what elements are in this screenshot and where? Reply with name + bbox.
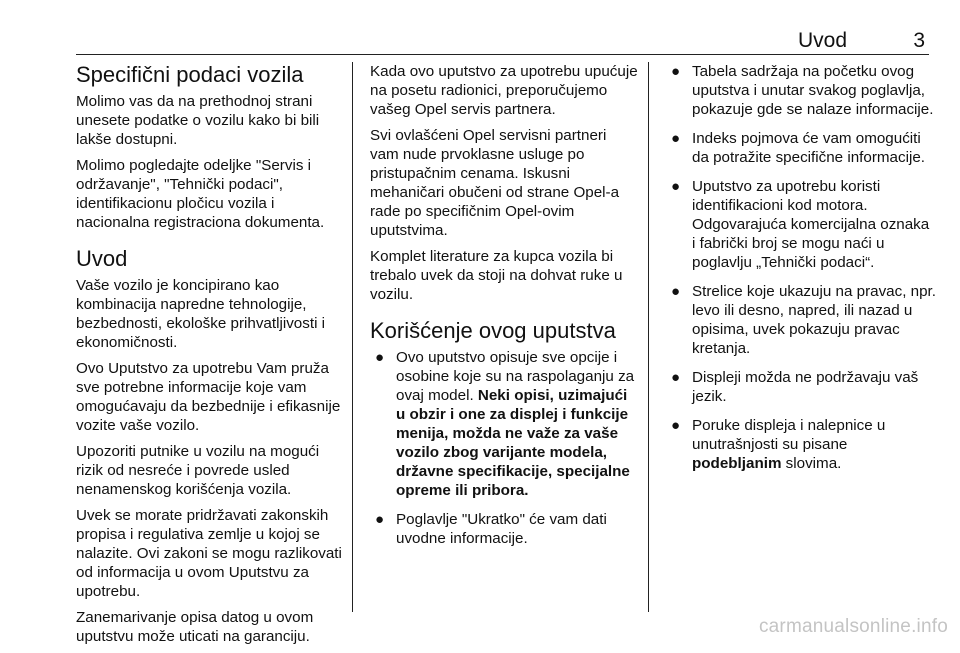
paragraph: Svi ovlašćeni Opel servisni partneri vam nude prvoklasne usluge po pristupačnim cenama. Iskusni mehaničari obučeni od strane Opel-a rade po specifičnim Opel-ovim uputstvima. <box>370 127 620 239</box>
paragraph: Kada ovo uputstvo za upotrebu upućuje na posetu radionici, preporučujemo vašeg Opel servis partnera. <box>370 63 638 118</box>
page-header <box>76 28 929 54</box>
header-rule <box>76 54 929 55</box>
heading-introduction: Uvod <box>76 246 128 271</box>
header-chapter-title: Uvod <box>797 29 847 52</box>
column-1 <box>76 62 344 653</box>
list-item <box>666 282 936 358</box>
list-item-text: Indeks pojmova će vam omogućiti da potražite specifične informacije. <box>692 130 925 166</box>
bullet-icon: ● <box>671 369 681 386</box>
list-item-bold-text: Neki opisi, uzimajući u obzir i one za displej i funkcije menija, možda ne važe za vaše vozilo zbog varijante modela, državne specifikacije, specijalne opreme ili pribora. <box>396 387 630 499</box>
list-item <box>666 129 936 167</box>
bullet-icon: ● <box>375 511 385 528</box>
list-item-text: Uputstvo za upotrebu koristi identifikacioni kod motora. Odgovarajuća komercijalna oznaka i fabrički broj se mogu naći u poglavlju „Tehnički podaci“. <box>692 178 930 271</box>
watermark: carmanualsonline.info <box>758 616 948 637</box>
column-divider-1 <box>352 62 353 612</box>
list-item <box>666 416 936 473</box>
list-item-text: Displeji možda ne podržavaju vaš jezik. <box>692 369 919 405</box>
bullet-icon: ● <box>671 63 681 80</box>
list-item-bold-text: podebljanim <box>692 455 782 472</box>
column-divider-2 <box>648 62 649 612</box>
paragraph: Molimo pogledajte odeljke "Servis i održavanje", "Tehnički podaci", identifikacionu pločicu vozila i nacionalna registraciona dokumenta. <box>76 157 325 231</box>
list-item-text: Tabela sadržaja na početku ovog uputstva i unutar svakog poglavlja, pokazuje gde se nalaze informacije. <box>692 63 934 118</box>
bullet-icon: ● <box>671 178 681 195</box>
list-item <box>666 62 936 119</box>
list-item <box>666 368 936 406</box>
paragraph: Zanemarivanje opisa datog u ovom uputstvu može uticati na garanciju. <box>76 609 314 645</box>
paragraph: Uvek se morate pridržavati zakonskih propisa i regulativa zemlje u kojoj se nalazite. Ovi zakoni se mogu razlikovati od informacija u ovom Uputstvu za upotrebu. <box>76 507 342 600</box>
bullet-icon: ● <box>671 417 681 434</box>
list-item <box>370 348 638 500</box>
column-3 <box>666 62 936 483</box>
bullet-icon: ● <box>375 349 385 366</box>
heading-using-manual: Korišćenje ovog uputstva <box>370 318 616 343</box>
bullet-icon: ● <box>671 130 681 147</box>
list-item-text-tail: slovima. <box>781 455 842 472</box>
list-item-text: Ovo uputstvo opisuje sve opcije i osobine koje su na raspolaganju za ovaj model. <box>396 349 635 404</box>
column-2 <box>370 62 638 558</box>
list-item-text: Strelice koje ukazuju na pravac, npr. levo ili desno, napred, ili nazad u opisima, uvek pokazuju pravac kretanja. <box>692 283 936 357</box>
heading-vehicle-data: Specifični podaci vozila <box>76 62 304 87</box>
list-item <box>370 510 638 548</box>
bullet-list <box>666 62 936 473</box>
paragraph: Vaše vozilo je koncipirano kao kombinacija napredne tehnologije, bezbednosti, ekološke prihvatljivosti i ekonomičnosti. <box>76 277 326 351</box>
paragraph: Komplet literature za kupca vozila bi trebalo uvek da stoji na dohvat ruke u vozilu. <box>370 248 623 303</box>
list-item-text: Poglavlje "Ukratko" će vam dati uvodne informacije. <box>396 511 607 547</box>
paragraph: Molimo vas da na prethodnoj strani unesete podatke o vozilu kako bi bili lakše dostupni. <box>76 93 320 148</box>
paragraph: Ovo Uputstvo za upotrebu Vam pruža sve potrebne informacije koje vam omogućavaju da bezbednije i efikasnije vozite vaše vozilo. <box>76 360 341 434</box>
page-number: 3 <box>913 29 925 52</box>
list-item-text: Poruke displeja i nalepnice u unutrašnjosti su pisane <box>692 417 886 453</box>
list-item <box>666 177 936 272</box>
bullet-list <box>370 348 638 548</box>
bullet-icon: ● <box>671 283 681 300</box>
paragraph: Upozoriti putnike u vozilu na mogući rizik od nesreće i povrede usled nenamenskog korišćenja vozila. <box>76 443 320 498</box>
